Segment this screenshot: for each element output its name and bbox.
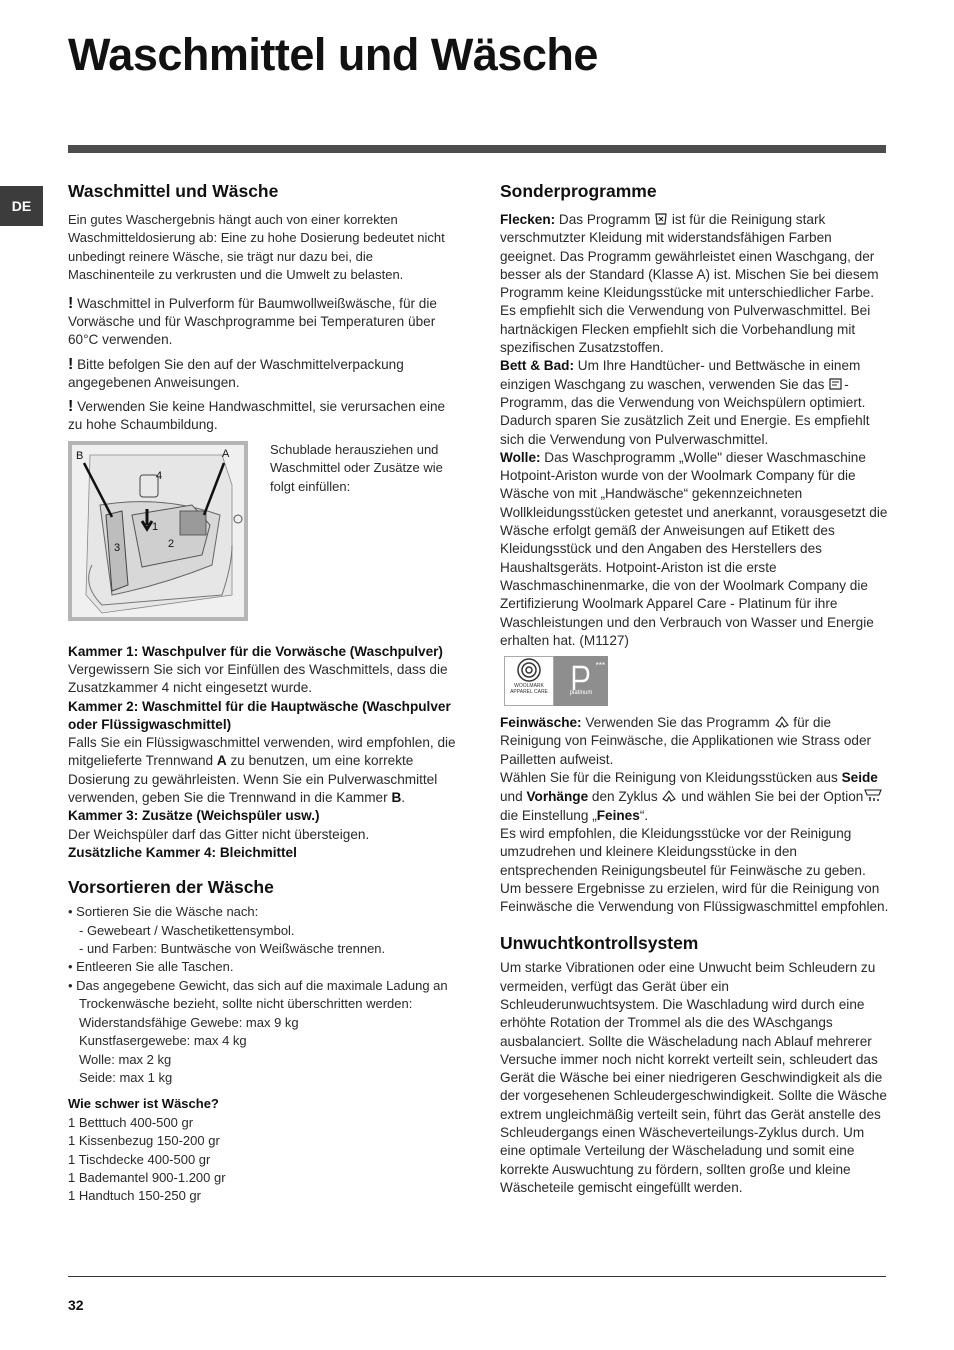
- list-item: - Gewebeart / Waschetikettensymbol.: [79, 922, 295, 938]
- stain-program-icon: [654, 212, 668, 226]
- list-item: Widerstandsfähige Gewebe: max 9 kg: [79, 1014, 299, 1030]
- list-item: 1 Handtuch 150-250 gr: [68, 1188, 201, 1204]
- chamber-3-title: Kammer 3: Zusätze (Weichspüler usw.): [68, 808, 320, 824]
- figure-label-1: 1: [152, 520, 159, 533]
- chamber-2-title: Kammer 2: Waschmittel für die Hauptwäsche (Waschpulver oder Flüssigwaschmittel): [68, 698, 451, 732]
- figure-label-4: 4: [156, 469, 163, 482]
- page-title: Waschmittel und Wäsche: [68, 29, 598, 80]
- warning-3: ! Verwenden Sie keine Handwaschmittel, sie verursachen eine zu hohe Schaumbildung.: [68, 398, 446, 433]
- list-item: 1 Bademantel 900-1.200 gr: [68, 1169, 226, 1185]
- chamber-2-text: Falls Sie ein Flüssigwaschmittel verwenden, wird empfohlen, die mitgelieferte Trennwand A zu benutzen, um eine korrekte Dosierung zu gewährleisten. Wenn Sie ein Pulverwaschmittel verwenden, geben Sie die Trennwand in die Kammer B.: [68, 735, 456, 806]
- list-item: • Das angegebene Gewicht, das sich auf die maximale Ladung an Trockenwäsche bezieht, sollte nicht überschritten werden:: [68, 977, 448, 1012]
- delicates-paragraph: Feinwäsche: Verwenden Sie das Programm für die Reinigung von Feinwäsche, die Applikationen wie Strass oder Pailletten aufweist.: [500, 715, 872, 767]
- laundry-weights: [68, 1095, 460, 1205]
- bed-bath-program-icon: [828, 377, 844, 391]
- list-item: - und Farben: Buntwäsche von Weißwäsche trennen.: [79, 941, 386, 957]
- intro-paragraph: Ein gutes Waschergebnis hängt auch von einer korrekten Waschmitteldosierung ab: Eine zu hohe Dosierung bedeutet nicht unbedingt reinere Wäsche, sie trägt nur dazu bei, die Maschinenteile zu verkrusten und die Umwelt zu belasten.: [68, 212, 445, 283]
- page-number: 32: [68, 1297, 84, 1313]
- section-heading-sorting: Vorsortieren der Wäsche: [68, 877, 274, 898]
- wool-paragraph: Wolle: Das Waschprogramm „Wolle" dieser Waschmaschine Hotpoint-Ariston wurde von der Woolmark Company für die Wäsche von mit „Handwäsche“ gekennzeichneten Wollkleidungsstücken getestet und anerkannt, vorausgesetzt die Wäsche erfolgt gemäß der Anweisungen auf Etikett des Kleidungsstück und den Angaben des Herstellers des Haushaltsgeräts. Hotpoint-Ariston ist die erste Waschmaschinenmarke, die von der Woolmark Company die Zertifizierung Woolmark Apparel Care - Platinum für ihre Waschleistungen und den Verbrauch von Wasser und Energie erhalten hat. (M1127): [500, 449, 888, 648]
- section-heading-detergents: Waschmittel und Wäsche: [68, 181, 279, 201]
- sorting-list: [68, 903, 460, 1087]
- woolmark-logo: WOOLMARK APPAREL CARE: [504, 656, 554, 706]
- figure-caption: Schublade herausziehen und Waschmittel oder Zusätze wie folgt einfüllen:: [270, 441, 443, 494]
- stains-paragraph: Flecken: Das Programm ist für die Reinigung stark verschmutzter Kleidung mit widerstandsfähigen Farben geeignet. Das Programm gewährleistet einen Waschgang, der besser als der Standard (Klasse A) ist. Mischen Sie bei diesem Programm keine Kleidungsstücke mit unterschiedlicher Farbe. Es empfiehlt sich die Verwendung von Pulverwaschmittel. Bei hartnäckigen Flecken empfiehlt sich die Vorbehandlung mit spezifischen Zusatzstoffen.: [500, 212, 879, 356]
- warning-icon: !: [68, 355, 74, 373]
- figure-label-3: 3: [114, 541, 121, 554]
- woolmark-icon: [516, 657, 542, 683]
- figure-label-b: B: [76, 449, 84, 462]
- platinum-logo: *** platinum: [554, 656, 608, 706]
- warning-2: ! Bitte befolgen Sie den auf der Waschmittelverpackung angegebenen Anweisungen.: [68, 355, 404, 390]
- list-item: Wolle: max 2 kg: [79, 1051, 172, 1067]
- list-item: Seide: max 1 kg: [79, 1069, 173, 1085]
- option-icon: [863, 787, 885, 803]
- list-item: • Sortieren Sie die Wäsche nach:: [68, 904, 259, 920]
- bed-bath-paragraph: Bett & Bad: Um Ihre Handtücher- und Bettwäsche in einem einzigen Waschgang zu waschen, verwenden Sie das -Programm, das die Verwendung von Weichspülern optimiert. Dadurch sparen Sie zusätzlich Zeit und Energie. Es empfiehlt sich die Verwendung von Pulverwaschmittel.: [500, 358, 870, 447]
- delicates-cycle-icon: [661, 789, 677, 803]
- imbalance-paragraph: Um starke Vibrationen oder eine Unwucht beim Schleudern zu vermeiden, verfügt das Gerät über ein Schleuderunwuchtsystem. Die Waschladung wird durch eine erhöhte Rotation der Trommel als die des WAschgangs ausbalanciert. Sollte die Wäscheladung nach Ablauf mehrerer Versuche immer noch nicht korrekt verteilt sein, schleudert das Gerät die Wäsche bei einer niedrigeren Geschwindigkeit als die der vorgesehenen Schleudergeschwindigkeit. Sollte die Wäsche extrem ungleichmäßig verteilt sein, führt das Gerät anstelle des Schleudergangs einen Wäscheverteilungs-Zyklus durch. Um eine optimale Verteilung der Wäscheladung und somit eine korrekte Auswuchtung zu fördern, sollten große und kleine Wäscheteile gemischt eingefüllt werden.: [500, 960, 887, 1195]
- warning-1: ! Waschmittel in Pulverform für Baumwollweißwäsche, für die Vorwäsche und für Waschprogramme bei Temperaturen über 60°C verwenden.: [68, 294, 437, 348]
- silk-curtains-paragraph: Wählen Sie für die Reinigung von Kleidungsstücken aus Seide und Vorhänge den Zyklus und wählen Sie bei der Option die Einstellung „Feines“.: [500, 769, 890, 825]
- list-item: • Entleeren Sie alle Taschen.: [68, 959, 234, 975]
- section-heading-special-programs: Sonderprogramme: [500, 181, 657, 201]
- language-tab: DE: [0, 186, 43, 226]
- left-column: [68, 180, 460, 1206]
- detergent-drawer-illustration: [68, 441, 248, 621]
- chamber-4-title: Zusätzliche Kammer 4: Bleichmittel: [68, 844, 297, 860]
- warning-icon: !: [68, 398, 74, 416]
- chamber-1-text: Vergewissern Sie sich vor Einfüllen des Waschmittels, dass die Zusatzkammer 4 nicht eingesetzt wurde.: [68, 662, 448, 696]
- weights-heading: Wie schwer ist Wäsche?: [68, 1096, 219, 1112]
- list-item: Kunstfasergewebe: max 4 kg: [79, 1033, 247, 1049]
- right-column: [500, 180, 890, 1197]
- title-rule: [68, 145, 886, 153]
- list-item: 1 Tischdecke 400-500 gr: [68, 1151, 211, 1167]
- drawer-drawing: [72, 445, 244, 617]
- delicates-program-icon: [774, 715, 790, 729]
- chamber-1-title: Kammer 1: Waschpulver für die Vorwäsche (Waschpulver): [68, 643, 443, 659]
- section-heading-imbalance: Unwuchtkontrollsystem: [500, 933, 699, 954]
- delicates-advice-1: Es wird empfohlen, die Kleidungsstücke vor der Reinigung umzudrehen und kleinere Kleidungsstücke in den entsprechenden Reinigungsbeutel für Feinwäsche zu geben.: [500, 825, 866, 878]
- figure-label-2: 2: [168, 537, 175, 550]
- list-item: 1 Kissenbezug 150-200 gr: [68, 1133, 220, 1149]
- list-item: 1 Betttuch 400-500 gr: [68, 1114, 194, 1130]
- figure-label-a: A: [222, 447, 230, 460]
- chamber-3-text: Der Weichspüler darf das Gitter nicht übersteigen.: [68, 826, 370, 842]
- warning-icon: !: [68, 294, 74, 312]
- footer-rule: [68, 1276, 886, 1277]
- delicates-advice-2: Um bessere Ergebnisse zu erzielen, wird für die Reinigung von Feinwäsche die Verwendung von Flüssigwaschmittel empfohlen.: [500, 880, 889, 915]
- woolmark-logos: [504, 656, 890, 706]
- drawer-figure-row: [68, 441, 460, 621]
